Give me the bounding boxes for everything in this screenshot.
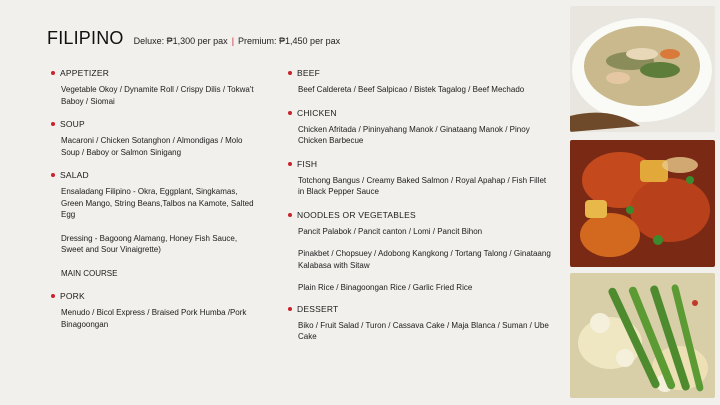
bullet-icon [288, 307, 292, 311]
appetizer-section [51, 68, 256, 107]
bullet-icon [51, 122, 55, 126]
noodles-heading: NOODLES OR VEGETABLES [297, 209, 416, 220]
noodles-items: Pancit Palabok / Pancit canton / Lomi / Pancit Bihon [298, 226, 483, 236]
salad-section [51, 170, 256, 221]
appetizer-items: Vegetable Okoy / Dynamite Roll / Crispy Dilis / Tokwa't Baboy / Siomai [61, 85, 254, 106]
main-course-block [51, 268, 256, 280]
bullet-icon [288, 162, 292, 166]
chicken-section [288, 108, 553, 147]
fish-heading: FISH [297, 158, 318, 169]
price-info [134, 36, 340, 46]
dessert-section [288, 304, 553, 343]
beef-section [288, 68, 553, 96]
left-column [51, 68, 256, 342]
dessert-heading: DESSERT [297, 303, 339, 314]
soup-photo [570, 6, 715, 132]
chicken-items: Chicken Afritada / Pininyahang Manok / Ginataang Manok / Pinoy Chicken Barbecue [298, 124, 530, 145]
bullet-icon [288, 213, 292, 217]
page-title: FILIPINO [47, 28, 124, 48]
bullet-icon [288, 111, 292, 115]
pork-items: Menudo / Bicol Express / Braised Pork Humba /Pork Binagoongan [61, 308, 247, 329]
fish-items: Totchong Bangus / Creamy Baked Salmon / Royal Apahap / Fish Fillet in Black Pepper Sauce [298, 175, 547, 196]
appetizer-heading: APPETIZER [60, 68, 110, 78]
noodles-section [288, 210, 553, 294]
dessert-items: Biko / Fruit Salad / Turon / Cassava Cake / Maja Blanca / Suman / Ube Cake [298, 320, 549, 341]
fish-section [288, 159, 553, 198]
soup-heading: SOUP [60, 119, 85, 129]
chicken-heading: CHICKEN [297, 107, 337, 118]
rice-items: Plain Rice / Binagoongan Rice / Garlic Fried Rice [298, 283, 473, 292]
beef-heading: BEEF [297, 68, 321, 78]
bullet-icon [51, 71, 55, 75]
vegetables-items: Pinakbet / Chopsuey / Adobong Kangkong / Tortang Talong / Ginataang Kalabasa with Sitaw [298, 249, 551, 270]
pork-heading: PORK [60, 291, 85, 301]
main-course-heading: MAIN COURSE [61, 268, 118, 278]
salad-heading: SALAD [60, 170, 89, 180]
stew-photo [570, 140, 715, 267]
premium-price: Premium: ₱1,450 per pax [238, 36, 341, 46]
vegetable-photo [570, 273, 715, 398]
soup-section [51, 119, 256, 158]
pork-section [51, 291, 256, 330]
dressing-text: Dressing - Bagoong Alamang, Honey Fish Sauce, Sweet and Sour Vinaigrette) [61, 233, 238, 254]
bullet-icon [51, 294, 55, 298]
dressing-block [51, 233, 256, 256]
price-separator: | [231, 36, 235, 46]
bullet-icon [288, 71, 292, 75]
soup-items: Macaroni / Chicken Sotanghon / Almondigas / Molo Soup / Baboy or Salmon Sinigang [61, 136, 243, 157]
right-column [288, 68, 553, 355]
beef-items: Beef Caldereta / Beef Salpicao / Bistek Tagalog / Beef Mechado [298, 85, 525, 94]
bullet-icon [51, 173, 55, 177]
deluxe-price: Deluxe: ₱1,300 per pax [133, 36, 228, 46]
menu-header [47, 28, 340, 49]
salad-items: Ensaladang Filipino - Okra, Eggplant, Singkamas, Green Mango, String Beans,Talbos na Kamote, Salted Egg [61, 187, 254, 219]
